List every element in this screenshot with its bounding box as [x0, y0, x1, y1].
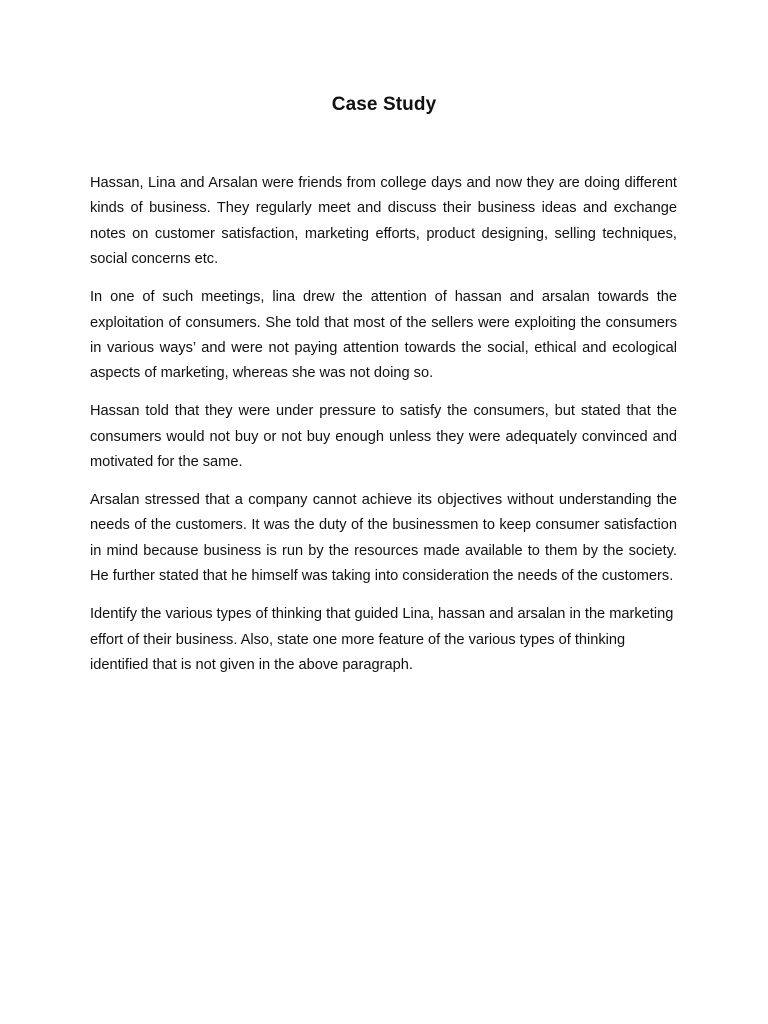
paragraph-arsalan: Arsalan stressed that a company cannot achieve its objectives without understanding the needs of the customers. It was the duty of the businessmen to keep consumer satisfaction in mind because business is run by the resources made available to them by the society. He further stated that he himself was taking into consideration the needs of the customers. [90, 491, 677, 585]
paragraph-hassan: Hassan told that they were under pressure to satisfy the consumers, but stated that the consumers would not buy or not buy enough unless they were adequately convinced and motivated for the same. [90, 403, 677, 471]
document-title: Case Study [331, 94, 437, 115]
paragraph-lina: In one of such meetings, lina drew the attention of hassan and arsalan towards the exploitation of consumers. She told that most of the sellers were exploiting the consumers in various ways’ and were not paying attention towards the social, ethical and ecological aspects of marketing, whereas she was not doing so. [90, 289, 677, 382]
document-body [90, 171, 677, 691]
paragraph-intro: Hassan, Lina and Arsalan were friends from college days and now they are doing different kinds of business. They regularly meet and discuss their business ideas and exchange notes on customer satisfaction, marketing efforts, product designing, selling techniques, social concerns etc. [90, 175, 677, 268]
paragraph-question: Identify the various types of thinking that guided Lina, hassan and arsalan in the marketing effort of their business. Also, state one more feature of the various types of thinking identified that is not given in the above paragraph. [90, 606, 674, 673]
